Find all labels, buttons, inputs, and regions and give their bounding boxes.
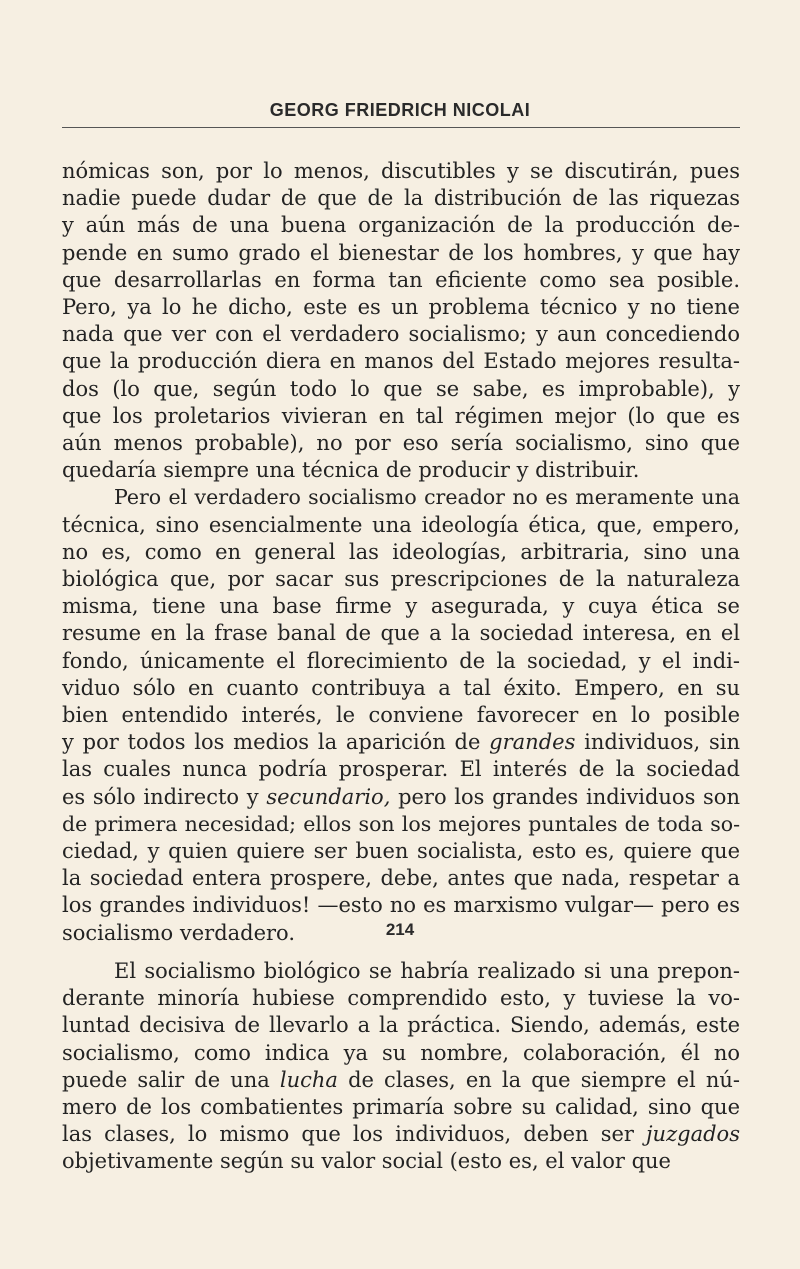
paragraph-1 (62, 158, 740, 484)
text-line: que los proletarios vivieran en tal régimen mejor (lo que es (62, 403, 740, 428)
text-line (62, 1067, 740, 1094)
italic-text: secundario, (266, 784, 391, 809)
italic-text: juzgados (646, 1122, 740, 1147)
text-line: misma, tiene una base firme y asegurada, y cuya ética se (62, 594, 740, 619)
text-line: dos (lo que, según todo lo que se sabe, es improbable), y (62, 376, 740, 401)
text-line: viduo sólo en cuanto contribuya a tal éxito. Empero, en su (62, 675, 740, 700)
text-line: las cuales nunca podría prosperar. El interés de la sociedad (62, 757, 740, 782)
text-line: nómicas son, por lo menos, discutibles y se discutirán, pues (62, 159, 740, 183)
text-line: quedaría siempre una técnica de producir y distribuir. (62, 458, 640, 483)
text-segment: las clases, lo mismo que los individuos, deben ser (62, 1122, 634, 1147)
text-line: y aún más de una buena organización de la producción de- (62, 213, 740, 238)
text-line: que desarrollarlas en forma tan eficiente como sea posible. (62, 267, 740, 292)
text-segment: pero los grandes individuos son (398, 784, 740, 809)
text-line: ciedad, y quien quiere ser buen socialista, esto es, quiere que (62, 839, 740, 864)
text-line: técnica, sino esencialmente una ideología ética, que, empero, (62, 512, 740, 537)
text-line: aún menos probable), no por eso sería socialismo, sino que (62, 431, 740, 456)
text-line (62, 1121, 740, 1148)
text-segment: es sólo indirecto y (62, 784, 259, 809)
text-segment: y por todos los medios la aparición de (62, 730, 481, 755)
text-line: pende en sumo grado el bienestar de los hombres, y que hay (62, 240, 740, 265)
text-line: la sociedad entera prospere, debe, antes que nada, respetar a (62, 866, 740, 891)
text-line (62, 784, 740, 811)
running-header: GEORG FRIEDRICH NICOLAI (269, 100, 531, 120)
text-line: luntad decisiva de llevarlo a la práctica. Siendo, además, este (62, 1013, 740, 1038)
paragraph-2 (62, 484, 740, 946)
text-line: nada que ver con el verdadero socialismo; y aun concediendo (62, 322, 740, 347)
text-line: resume en la frase banal de que a la sociedad interesa, en el (62, 621, 740, 646)
text-line (62, 729, 740, 756)
text-line: Pero el verdadero socialismo creador no es meramente una (114, 485, 740, 510)
text-line: de primera necesidad; ellos son los mejores puntales de toda so- (62, 811, 740, 836)
text-line: socialismo, como indica ya su nombre, colaboración, él no (62, 1040, 740, 1065)
text-segment: puede salir de una (62, 1067, 270, 1092)
text-line: nadie puede dudar de que de la distribución de las riquezas (62, 186, 740, 211)
text-line: fondo, únicamente el florecimiento de la sociedad, y el indi- (62, 648, 740, 673)
text-line: bien entendido interés, le conviene favorecer en lo posible (62, 703, 740, 728)
body-text (62, 158, 740, 1176)
text-line: mero de los combatientes primaría sobre su calidad, sino que (62, 1094, 740, 1119)
text-segment: individuos, sin (584, 730, 740, 755)
header-rule (62, 127, 740, 128)
text-line: El socialismo biológico se habría realizado si una prepon- (114, 958, 740, 983)
paragraph-3 (62, 958, 740, 1176)
text-line: derante minoría hubiese comprendido esto, y tuviese la vo- (62, 986, 740, 1011)
text-line: objetivamente según su valor social (esto es, el valor que (62, 1149, 671, 1174)
text-line: socialismo verdadero. (62, 920, 296, 945)
text-segment: de clases, en la que siempre el nú- (348, 1067, 740, 1092)
text-line: que la producción diera en manos del Estado mejores resulta- (62, 349, 740, 374)
text-line: no es, como en general las ideologías, arbitraria, sino una (62, 539, 740, 564)
text-line: los grandes individuos! —esto no es marxismo vulgar— pero es (62, 893, 740, 918)
text-line: biológica que, por sacar sus prescripciones de la naturaleza (62, 567, 740, 592)
italic-text: grandes (489, 730, 576, 755)
text-line: Pero, ya lo he dicho, este es un problema técnico y no tiene (62, 295, 740, 320)
italic-text: lucha (279, 1067, 338, 1092)
page-number: 214 (385, 920, 415, 939)
